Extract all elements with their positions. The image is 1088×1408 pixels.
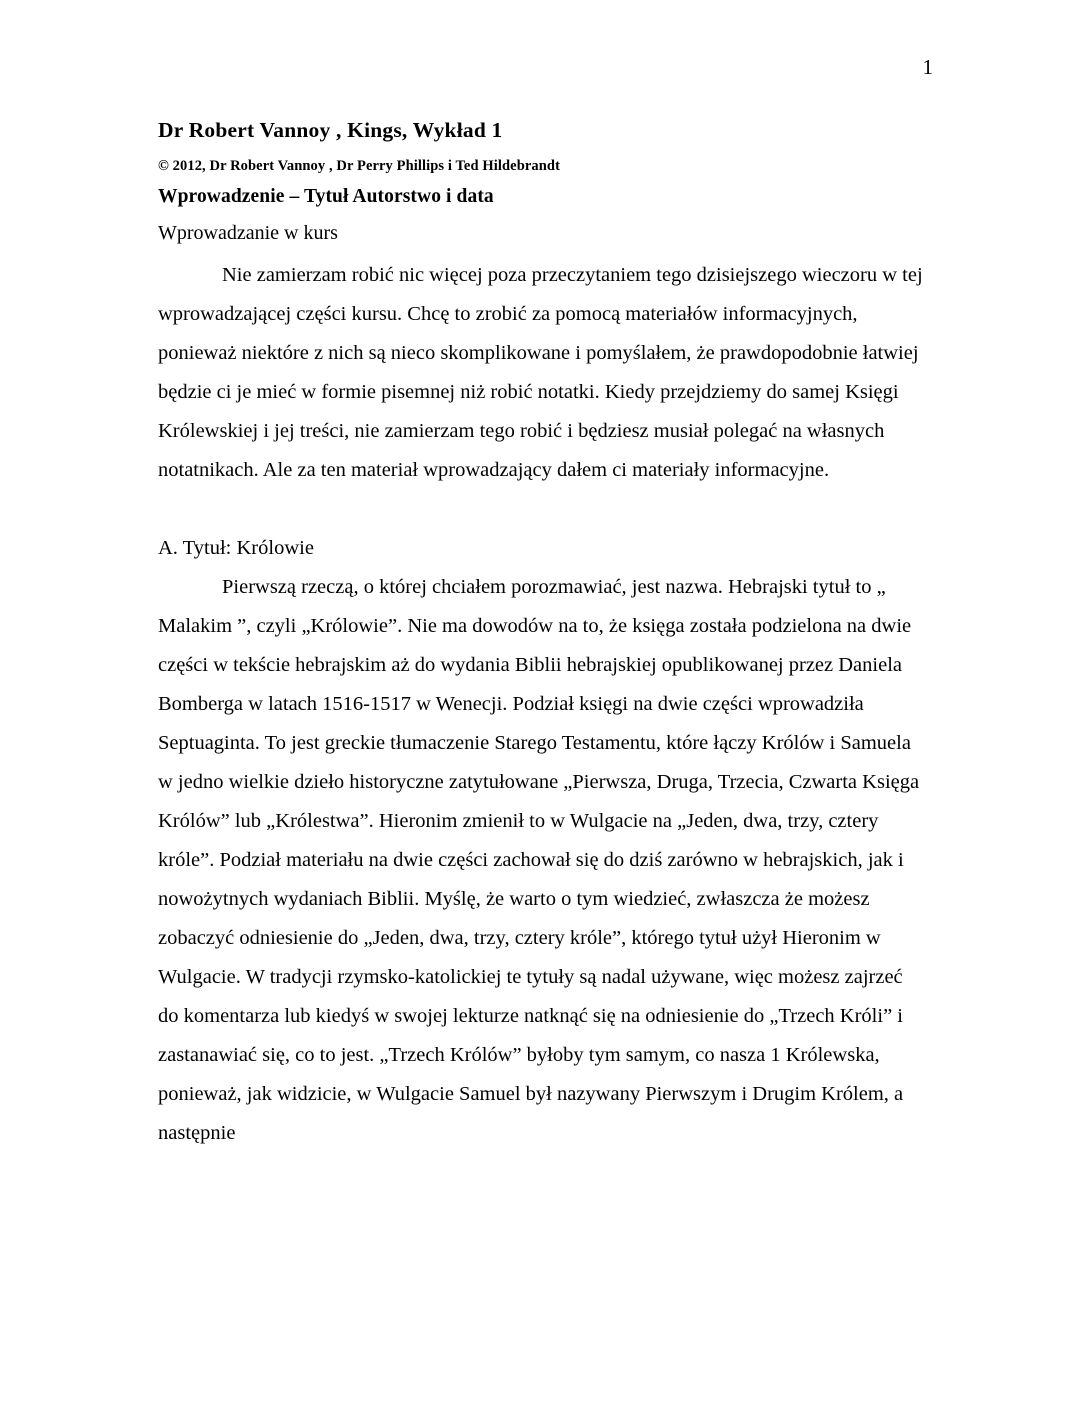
copyright-line: © 2012, Dr Robert Vannoy , Dr Perry Phillips i Ted Hildebrandt bbox=[158, 157, 560, 174]
lead-line: Wprowadzanie w kurs bbox=[158, 221, 338, 244]
document-content bbox=[158, 118, 926, 1153]
page-number: 1 bbox=[922, 55, 933, 79]
paragraph-spacer bbox=[158, 490, 926, 529]
paragraph-introduction: Nie zamierzam robić nic więcej poza przeczytaniem tego dzisiejszego wieczoru w tej wprowadzającej części kursu. Chcę to zrobić za pomocą materiałów informacyjnych, ponieważ niektóre z nich są nieco skomplikowane i pomyślałem, że prawdopodobnie łatwiej będzie ci je mieć w formie pisemnej niż robić notatki. Kiedy przejdziemy do samej Księgi Królewskiej i jej treści, nie zamierzam tego robić i będziesz musiał polegać na własnych notatnikach. Ale za ten materiał wprowadzający dałem ci materiały informacyjne. bbox=[158, 263, 923, 481]
section-a-heading: A. Tytuł: Królowie bbox=[158, 536, 314, 559]
document-title: Dr Robert Vannoy , Kings, Wykład 1 bbox=[158, 118, 503, 142]
document-subtitle: Wprowadzenie – Tytuł Autorstwo i data bbox=[158, 186, 494, 208]
paragraph-title-kings: Pierwszą rzeczą, o której chciałem porozmawiać, jest nazwa. Hebrajski tytuł to „ Malakim ”, czyli „Królowie”. Nie ma dowodów na to, że księga została podzielona na dwie części w tekście hebrajskim aż do wydania Biblii hebrajskiej opublikowanej przez Daniela Bomberga w latach 1516-1517 w Wenecji. Podział księgi na dwie części wprowadziła Septuaginta. To jest greckie tłumaczenie Starego Testamentu, które łączy Królów i Samuela w jedno wielkie dzieło historyczne zatytułowane „Pierwsza, Druga, Trzecia, Czwarta Księga Królów” lub „Królestwa”. Hieronim zmienił to w Wulgacie na „Jeden, dwa, trzy, cztery króle”. Podział materiału na dwie części zachował się do dziś zarówno w hebrajskich, jak i nowożytnych wydaniach Biblii. Myślę, że warto o tym wiedzieć, zwłaszcza że możesz zobaczyć odniesienie do „Jeden, dwa, trzy, cztery króle”, którego tytuł użył Hieronim w Wulgacie. W tradycji rzymsko-katolickiej te tytuły są nadal używane, więc możesz zajrzeć do komentarza lub kiedyś w swojej lekturze natknąć się na odniesienie do „Trzech Króli” i zastanawiać się, co to jest. „Trzech Królów” byłoby tym samym, co nasza 1 Królewska, ponieważ, jak widzicie, w Wulgacie Samuel był nazywany Pierwszym i Drugim Królem, a następnie bbox=[158, 575, 920, 1144]
